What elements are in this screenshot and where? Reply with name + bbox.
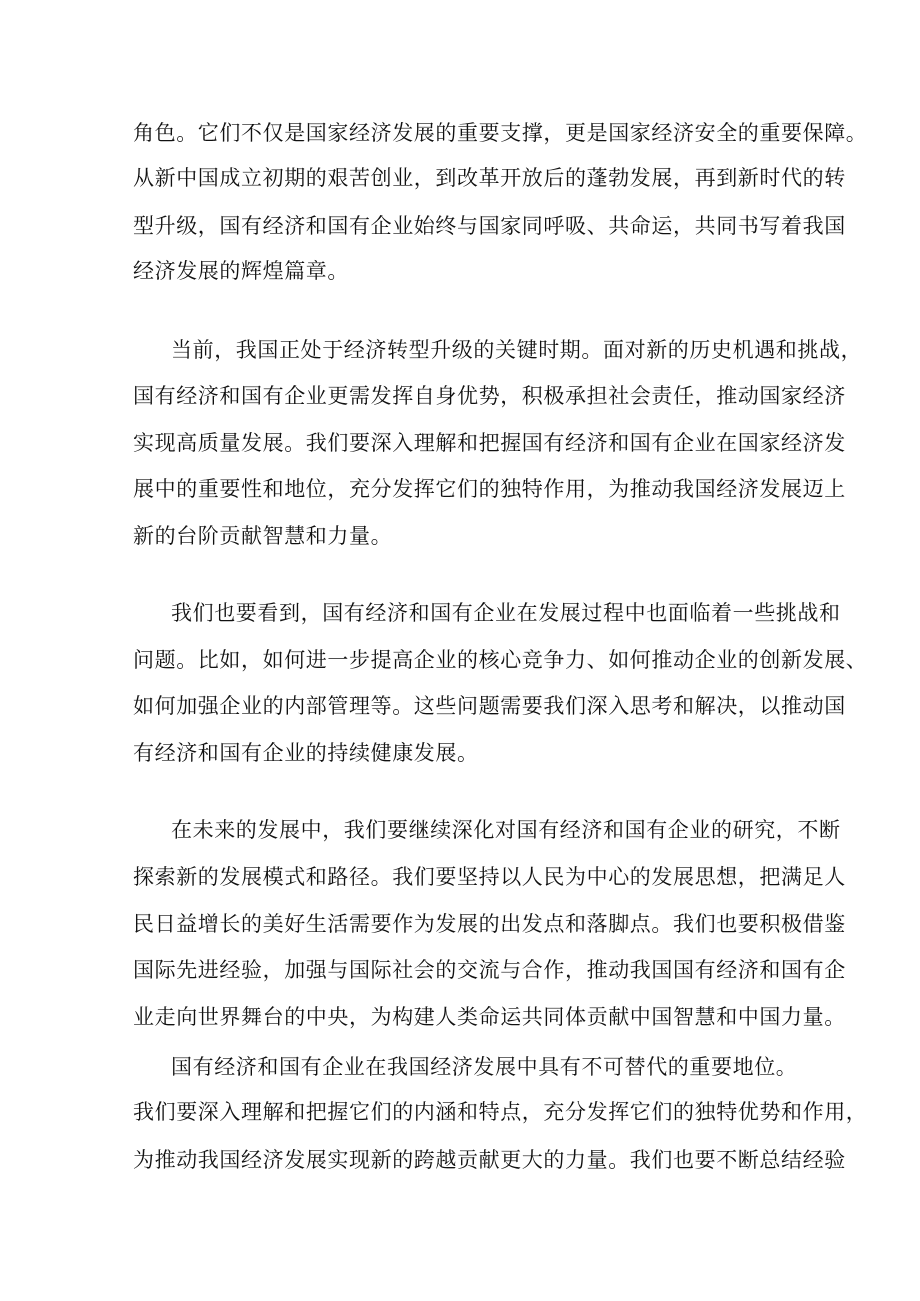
paragraph-1-line-2: 从新中国成立初期的艰苦创业，到改革开放后的蓬勃发展，再到新时代的转: [133, 166, 846, 190]
paragraph-5-line-2: 我们要深入理解和把握它们的内涵和特点，充分发挥它们的独特优势和作用，: [133, 1100, 868, 1124]
paragraph-1-line-1: 角色。它们不仅是国家经济发展的重要支撑，更是国家经济安全的重要保障。: [133, 121, 868, 145]
paragraph-4-line-3: 民日益增长的美好生活需要作为发展的出发点和落脚点。我们也要积极借鉴: [133, 912, 846, 936]
paragraph-1-line-4: 经济发展的辉煌篇章。: [133, 259, 349, 283]
paragraph-4-line-4: 国际先进经验，加强与国际社会的交流与合作，推动我国国有经济和国有企: [133, 958, 846, 982]
paragraph-2-line-3: 实现高质量发展。我们要深入理解和把握国有经济和国有企业在国家经济发: [133, 431, 846, 455]
paragraph-4-line-2: 探索新的发展模式和路径。我们要坚持以人民为中心的发展思想，把满足人: [133, 865, 846, 889]
paragraph-5-line-1: 国有经济和国有企业在我国经济发展中具有不可替代的重要地位。: [171, 1055, 798, 1079]
paragraph-2-line-2: 国有经济和国有企业更需发挥自身优势，积极承担社会责任，推动国家经济: [133, 384, 846, 408]
paragraph-4-line-1: 在未来的发展中，我们要继续深化对国有经济和国有企业的研究，不断: [171, 818, 841, 842]
paragraph-3-line-1: 我们也要看到，国有经济和国有企业在发展过程中也面临着一些挑战和: [171, 601, 841, 625]
paragraph-5-line-3: 为推动我国经济发展实现新的跨越贡献更大的力量。我们也要不断总结经验: [133, 1148, 846, 1172]
paragraph-2-line-5: 新的台阶贡献智慧和力量。: [133, 524, 393, 548]
paragraph-1-line-3: 型升级，国有经济和国有企业始终与国家同呼吸、共命运，共同书写着我国: [133, 214, 846, 238]
paragraph-2-line-1: 当前，我国正处于经济转型升级的关键时期。面对新的历史机遇和挑战，: [171, 338, 863, 362]
paragraph-2-line-4: 展中的重要性和地位，充分发挥它们的独特作用，为推动我国经济发展迈上: [133, 477, 846, 501]
paragraph-3-line-3: 如何加强企业的内部管理等。这些问题需要我们深入思考和解决，以推动国: [133, 694, 846, 718]
paragraph-3-line-4: 有经济和国有企业的持续健康发展。: [133, 741, 479, 765]
paragraph-3-line-2: 问题。比如，如何进一步提高企业的核心竞争力、如何推动企业的创新发展、: [133, 648, 868, 672]
paragraph-4-line-5: 业走向世界舞台的中央，为构建人类命运共同体贡献中国智慧和中国力量。: [133, 1005, 846, 1029]
